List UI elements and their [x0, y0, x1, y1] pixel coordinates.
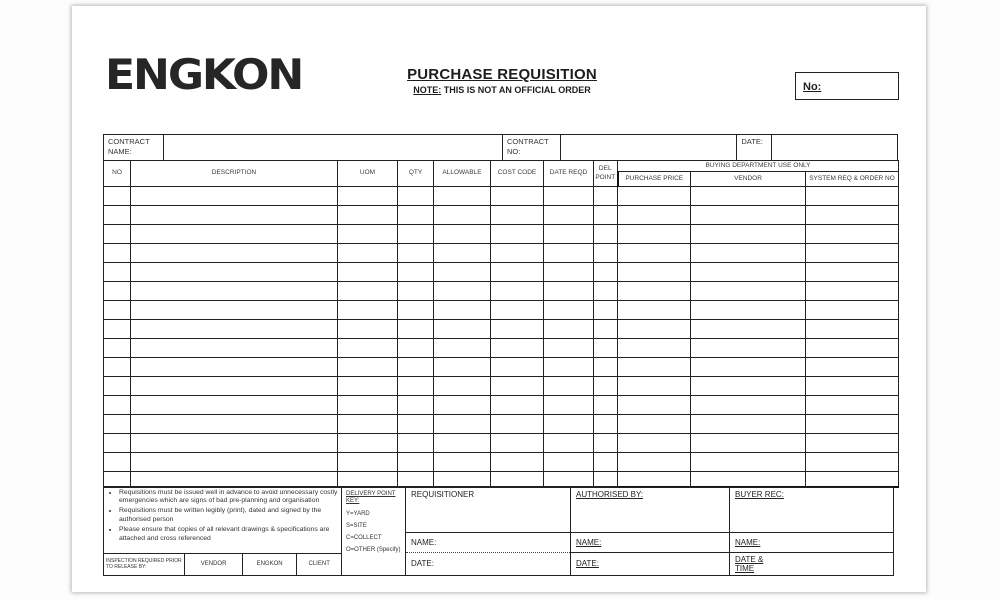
empty-cell	[338, 187, 398, 206]
contract-name-label: CONTRACT NAME:	[108, 137, 150, 156]
empty-cell	[104, 320, 131, 339]
delivery-point-key	[341, 487, 406, 576]
empty-cell	[491, 244, 544, 263]
empty-cell	[434, 244, 491, 263]
empty-cell	[338, 206, 398, 225]
empty-cell	[691, 244, 806, 263]
table-row	[104, 415, 899, 434]
empty-cell	[806, 187, 899, 206]
buyer-name-row	[730, 532, 893, 552]
empty-cell	[131, 244, 338, 263]
empty-cell	[104, 263, 131, 282]
empty-cell	[544, 415, 594, 434]
empty-cell	[131, 377, 338, 396]
requisitioner-date-label: DATE:	[411, 559, 434, 569]
requisitioner-block	[405, 487, 571, 576]
empty-cell	[806, 206, 899, 225]
empty-cell	[594, 434, 618, 453]
column-header-qty: QTY	[398, 161, 434, 187]
empty-cell	[618, 225, 691, 244]
empty-cell	[618, 244, 691, 263]
empty-cell	[398, 472, 434, 487]
empty-cell	[104, 358, 131, 377]
empty-cell	[594, 396, 618, 415]
empty-cell	[398, 225, 434, 244]
empty-cell	[398, 282, 434, 301]
empty-cell	[806, 453, 899, 472]
empty-cell	[691, 358, 806, 377]
delivery-key-item: S=SITE	[346, 523, 367, 530]
empty-cell	[131, 187, 338, 206]
empty-cell	[338, 396, 398, 415]
requisition-notes	[103, 487, 342, 554]
empty-cell	[104, 453, 131, 472]
empty-cell	[594, 282, 618, 301]
empty-cell	[434, 320, 491, 339]
empty-cell	[491, 263, 544, 282]
empty-cell	[338, 320, 398, 339]
empty-cell	[104, 377, 131, 396]
empty-cell	[104, 187, 131, 206]
delivery-key-item: C=COLLECT	[346, 535, 382, 542]
empty-cell	[594, 453, 618, 472]
empty-cell	[618, 301, 691, 320]
authorised-by-block	[570, 487, 730, 576]
empty-cell	[594, 187, 618, 206]
requisition-number-label: No:	[803, 81, 822, 93]
empty-cell	[806, 396, 899, 415]
empty-cell	[434, 282, 491, 301]
table-row	[104, 396, 899, 415]
empty-cell	[104, 339, 131, 358]
empty-cell	[398, 320, 434, 339]
empty-cell	[131, 434, 338, 453]
empty-cell	[806, 282, 899, 301]
inspection-label: INSPECTION REQUIRED PRIOR TO RELEASE BY:	[106, 557, 182, 570]
empty-cell	[618, 434, 691, 453]
empty-cell	[594, 320, 618, 339]
empty-cell	[691, 320, 806, 339]
table-row	[104, 301, 899, 320]
empty-cell	[806, 301, 899, 320]
empty-cell	[104, 301, 131, 320]
empty-cell	[691, 263, 806, 282]
form-note	[332, 85, 672, 95]
empty-cell	[491, 415, 544, 434]
table-row	[104, 453, 899, 472]
empty-cell	[338, 453, 398, 472]
empty-cell	[338, 301, 398, 320]
empty-cell	[491, 453, 544, 472]
column-header-uom: UOM	[338, 161, 398, 187]
empty-cell	[491, 339, 544, 358]
empty-cell	[594, 225, 618, 244]
empty-cell	[618, 453, 691, 472]
empty-cell	[544, 377, 594, 396]
empty-cell	[544, 434, 594, 453]
empty-cell	[544, 320, 594, 339]
column-header-system-req-order-no: SYSTEM REQ & ORDER NO	[806, 172, 899, 187]
empty-cell	[691, 206, 806, 225]
empty-cell	[691, 282, 806, 301]
empty-cell	[398, 187, 434, 206]
delivery-key-item: O=OTHER (Specify)	[346, 547, 401, 554]
empty-cell	[544, 206, 594, 225]
empty-cell	[691, 453, 806, 472]
empty-cell	[398, 396, 434, 415]
empty-cell	[691, 301, 806, 320]
empty-cell	[806, 263, 899, 282]
empty-cell	[434, 206, 491, 225]
empty-cell	[398, 415, 434, 434]
empty-cell	[544, 225, 594, 244]
empty-cell	[806, 225, 899, 244]
inspection-row	[103, 554, 342, 576]
table-row	[104, 339, 899, 358]
table-row	[104, 320, 899, 339]
empty-cell	[491, 301, 544, 320]
empty-cell	[131, 225, 338, 244]
empty-cell	[104, 244, 131, 263]
empty-cell	[434, 415, 491, 434]
table-row	[104, 206, 899, 225]
empty-cell	[104, 434, 131, 453]
empty-cell	[398, 434, 434, 453]
date-field	[771, 135, 897, 160]
empty-cell	[104, 225, 131, 244]
empty-cell	[338, 244, 398, 263]
inspection-option-engkon: ENGKON	[242, 554, 297, 575]
empty-cell	[544, 339, 594, 358]
empty-cell	[618, 282, 691, 301]
empty-cell	[544, 358, 594, 377]
buying-department-header: BUYING DEPARTMENT USE ONLY	[618, 161, 899, 172]
empty-cell	[491, 377, 544, 396]
empty-cell	[691, 415, 806, 434]
empty-cell	[594, 301, 618, 320]
empty-cell	[691, 339, 806, 358]
empty-cell	[434, 377, 491, 396]
empty-cell	[434, 472, 491, 487]
column-header-date-reqd: DATE REQD	[544, 161, 594, 187]
empty-cell	[806, 339, 899, 358]
buyer-name-label: NAME:	[735, 538, 761, 548]
empty-cell	[491, 396, 544, 415]
authorised-date-row	[571, 552, 729, 574]
contract-name-field	[163, 135, 502, 160]
empty-cell	[104, 206, 131, 225]
empty-cell	[618, 263, 691, 282]
empty-cell	[131, 396, 338, 415]
empty-cell	[398, 263, 434, 282]
empty-cell	[544, 187, 594, 206]
table-row	[104, 225, 899, 244]
empty-cell	[398, 206, 434, 225]
form-title: PURCHASE REQUISITION	[407, 66, 597, 83]
empty-cell	[806, 320, 899, 339]
empty-cell	[434, 434, 491, 453]
form-footer	[103, 487, 898, 576]
empty-cell	[131, 320, 338, 339]
empty-cell	[594, 377, 618, 396]
empty-cell	[434, 187, 491, 206]
empty-cell	[131, 453, 338, 472]
empty-cell	[618, 358, 691, 377]
empty-cell	[618, 206, 691, 225]
empty-cell	[104, 396, 131, 415]
column-header-description: DESCRIPTION	[131, 161, 338, 187]
empty-cell	[434, 263, 491, 282]
buyer-rec-block	[729, 487, 894, 576]
empty-cell	[691, 187, 806, 206]
delivery-key-item: Y=YARD	[346, 511, 370, 518]
empty-cell	[338, 339, 398, 358]
empty-cell	[104, 282, 131, 301]
empty-cell	[594, 244, 618, 263]
empty-cell	[491, 282, 544, 301]
empty-cell	[131, 339, 338, 358]
empty-cell	[618, 339, 691, 358]
empty-cell	[131, 415, 338, 434]
empty-cell	[491, 206, 544, 225]
empty-cell	[338, 282, 398, 301]
empty-cell	[806, 377, 899, 396]
empty-cell	[434, 396, 491, 415]
contract-no-field	[560, 135, 737, 160]
empty-cell	[806, 434, 899, 453]
empty-cell	[594, 415, 618, 434]
contract-no-label: CONTRACT NO:	[502, 135, 560, 160]
empty-cell	[434, 225, 491, 244]
empty-cell	[544, 244, 594, 263]
empty-cell	[491, 358, 544, 377]
notes-column	[103, 487, 342, 576]
scanned-form-page	[72, 6, 926, 592]
empty-cell	[806, 472, 899, 487]
authorised-name-label: NAME:	[576, 538, 602, 548]
requisitioner-name-label: NAME:	[411, 538, 437, 548]
table-header-row	[104, 161, 899, 172]
empty-cell	[544, 282, 594, 301]
table-row	[104, 244, 899, 263]
empty-cell	[131, 282, 338, 301]
empty-cell	[104, 415, 131, 434]
empty-cell	[338, 263, 398, 282]
note-item: • Please ensure that copies of all relevant drawings & specifications are attached and cross referenced	[119, 526, 339, 544]
authorised-name-row	[571, 532, 729, 552]
empty-cell	[806, 415, 899, 434]
inspection-option-client: CLIENT	[296, 554, 341, 575]
empty-cell	[806, 358, 899, 377]
empty-cell	[338, 377, 398, 396]
column-header-vendor: VENDOR	[691, 172, 806, 187]
buyer-date-time-label: DATE & TIME	[735, 554, 764, 573]
empty-cell	[618, 320, 691, 339]
empty-cell	[691, 472, 806, 487]
empty-cell	[491, 434, 544, 453]
empty-cell	[398, 301, 434, 320]
empty-cell	[544, 453, 594, 472]
empty-cell	[544, 472, 594, 487]
note-text: THIS IS NOT AN OFFICIAL ORDER	[443, 85, 591, 95]
empty-cell	[398, 358, 434, 377]
inspection-option-vendor: VENDOR	[184, 554, 242, 575]
buyer-rec-title: BUYER REC:	[735, 489, 784, 499]
column-header-purchase-price: PURCHASE PRICE	[618, 172, 691, 187]
column-header-no: NO	[104, 161, 131, 187]
requisition-number-box	[795, 72, 899, 100]
empty-cell	[618, 187, 691, 206]
empty-cell	[691, 377, 806, 396]
empty-cell	[491, 187, 544, 206]
empty-cell	[491, 472, 544, 487]
requisitioner-title: REQUISITIONER	[411, 489, 475, 499]
empty-cell	[338, 415, 398, 434]
empty-cell	[691, 396, 806, 415]
empty-cell	[806, 244, 899, 263]
empty-cell	[398, 339, 434, 358]
empty-cell	[398, 453, 434, 472]
empty-cell	[691, 434, 806, 453]
empty-cell	[594, 206, 618, 225]
requisition-form	[103, 134, 898, 576]
column-header-cost-code: COST CODE	[491, 161, 544, 187]
empty-cell	[398, 244, 434, 263]
table-row	[104, 187, 899, 206]
requisitioner-date-row	[406, 552, 570, 574]
empty-cell	[594, 263, 618, 282]
empty-cell	[131, 358, 338, 377]
authorised-by-title: AUTHORISED BY:	[576, 489, 644, 499]
empty-cell	[434, 358, 491, 377]
table-row	[104, 472, 899, 487]
contract-bar	[103, 134, 898, 161]
empty-cell	[691, 225, 806, 244]
empty-cell	[131, 472, 338, 487]
column-header-allowable: ALLOWABLE	[434, 161, 491, 187]
note-item: • Requisitions must be issued well in advance to avoid unnecessary costly emergencies which are signs of bad pre-planning and organisation	[119, 489, 339, 507]
empty-cell	[594, 339, 618, 358]
empty-cell	[618, 472, 691, 487]
table-row	[104, 282, 899, 301]
empty-cell	[594, 358, 618, 377]
note-item: • Requisitions must be written legibly (print), dated and signed by the authorised person	[119, 507, 339, 525]
note-label: NOTE:	[413, 85, 442, 95]
empty-cell	[618, 377, 691, 396]
delivery-key-title: DELIVERY POINT KEY:	[346, 490, 396, 505]
empty-cell	[104, 472, 131, 487]
empty-cell	[544, 396, 594, 415]
empty-cell	[544, 301, 594, 320]
empty-cell	[131, 206, 338, 225]
table-row	[104, 263, 899, 282]
empty-cell	[398, 377, 434, 396]
date-label: DATE:	[736, 135, 771, 160]
requisition-table	[103, 160, 899, 488]
empty-cell	[131, 301, 338, 320]
requisitioner-name-row	[406, 532, 570, 552]
empty-cell	[594, 472, 618, 487]
empty-cell	[544, 263, 594, 282]
company-logo: ENGKON	[105, 50, 303, 99]
table-row	[104, 434, 899, 453]
authorised-date-label: DATE:	[576, 559, 599, 569]
empty-cell	[338, 225, 398, 244]
buyer-date-row	[730, 552, 893, 574]
table-row	[104, 377, 899, 396]
empty-cell	[338, 434, 398, 453]
column-header-del-point: DEL POINT	[594, 161, 618, 187]
empty-cell	[618, 396, 691, 415]
empty-cell	[491, 320, 544, 339]
empty-cell	[491, 225, 544, 244]
table-row	[104, 358, 899, 377]
empty-cell	[131, 263, 338, 282]
empty-cell	[338, 358, 398, 377]
empty-cell	[434, 339, 491, 358]
empty-cell	[434, 453, 491, 472]
empty-cell	[618, 415, 691, 434]
form-title-block	[332, 66, 672, 95]
requisition-table-body	[104, 187, 899, 487]
empty-cell	[434, 301, 491, 320]
empty-cell	[338, 472, 398, 487]
